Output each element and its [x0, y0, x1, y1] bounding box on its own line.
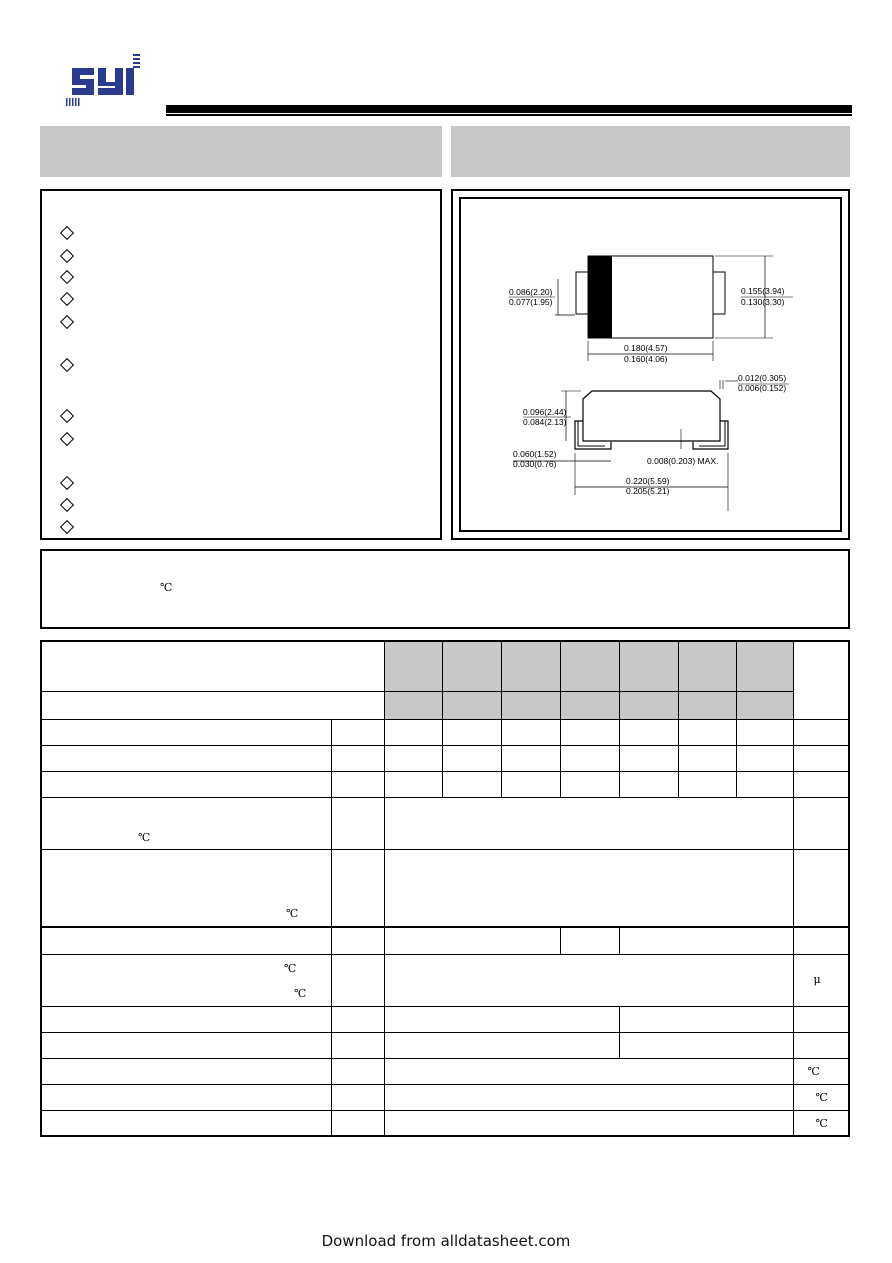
table-row — [41, 797, 849, 849]
spec-table — [40, 640, 850, 1137]
bullet-diamond-icon — [60, 249, 74, 263]
table-marking-row — [41, 691, 849, 719]
dim-lead-top: 0.012(0.305) — [738, 373, 787, 383]
temp-unit: ℃ — [815, 1116, 828, 1130]
marking-cell — [442, 691, 501, 719]
temp-unit: ℃ — [138, 830, 151, 844]
dim-lead-bottom: 0.006(0.152) — [738, 383, 787, 393]
dim-height-top: 0.155(3.94) — [741, 286, 785, 296]
marking-cell — [501, 691, 560, 719]
marking-cell — [384, 691, 442, 719]
bullet-diamond-icon — [60, 270, 74, 284]
marking-cell — [560, 691, 619, 719]
table-row — [41, 1032, 849, 1058]
part-number-cell — [560, 641, 619, 691]
features-box — [40, 189, 442, 540]
dim-width-top: 0.086(2.20) — [509, 287, 553, 297]
table-row — [41, 954, 849, 1006]
table-header-row — [41, 641, 849, 691]
part-number-cell — [501, 641, 560, 691]
ratings-note-box — [40, 549, 850, 629]
spec-table-wrap — [40, 640, 850, 1137]
bullet-diamond-icon — [60, 292, 74, 306]
title-panel-left — [40, 126, 442, 177]
dim-length-top: 0.180(4.57) — [624, 343, 668, 353]
company-logo — [66, 54, 144, 108]
header-cell — [41, 641, 384, 691]
dim-overall-bottom: 0.205(5.21) — [626, 486, 670, 496]
table-row — [41, 927, 849, 954]
temp-unit: ℃ — [160, 581, 173, 594]
dim-overall-top: 0.220(5.59) — [626, 476, 670, 486]
dim-foot-top: 0.060(1.52) — [513, 449, 557, 459]
part-number-cell — [619, 641, 678, 691]
dim-height-bottom: 0.130(3.30) — [741, 297, 785, 307]
temp-unit: ℃ — [815, 1090, 828, 1104]
table-row — [41, 745, 849, 771]
part-number-cell — [736, 641, 793, 691]
bullet-diamond-icon — [60, 315, 74, 329]
temp-unit: ℃ — [294, 986, 307, 1000]
part-number-cell — [384, 641, 442, 691]
table-row — [41, 1110, 849, 1136]
temp-unit: ℃ — [284, 961, 297, 975]
bullet-diamond-icon — [60, 409, 74, 423]
bullet-diamond-icon — [60, 498, 74, 512]
dim-foot-bottom: 0.030(0.76) — [513, 459, 557, 469]
package-outline-drawing — [453, 191, 852, 542]
bullet-diamond-icon — [60, 432, 74, 446]
part-number-cell — [442, 641, 501, 691]
table-row — [41, 719, 849, 745]
package-outline-panel — [451, 189, 850, 540]
dim-width-bottom: 0.077(1.95) — [509, 297, 553, 307]
dim-side-h-top: 0.096(2.44) — [523, 407, 567, 417]
footer-download-text[interactable]: Download from alldatasheet.com — [321, 1232, 571, 1250]
part-number-cell — [678, 641, 736, 691]
table-row — [41, 771, 849, 797]
bullet-diamond-icon — [60, 520, 74, 534]
bullet-diamond-icon — [60, 358, 74, 372]
bullet-diamond-icon — [60, 476, 74, 490]
title-panel-right — [451, 126, 850, 177]
table-row — [41, 1058, 849, 1084]
header-cell — [41, 691, 384, 719]
bullet-diamond-icon — [60, 226, 74, 240]
marking-cell — [619, 691, 678, 719]
units-header-cell — [793, 641, 849, 719]
temp-unit: ℃ — [807, 1064, 820, 1078]
dim-length-bottom: 0.160(4.06) — [624, 354, 668, 364]
table-row — [41, 1084, 849, 1110]
micro-unit: μ — [813, 972, 821, 986]
dim-standoff: 0.008(0.203) MAX. — [647, 456, 719, 466]
table-row — [41, 1006, 849, 1032]
dim-side-h-bottom: 0.084(2.13) — [523, 417, 567, 427]
marking-cell — [736, 691, 793, 719]
table-row — [41, 849, 849, 927]
header-rule-thin — [166, 114, 852, 116]
header-rule — [166, 105, 852, 113]
marking-cell — [678, 691, 736, 719]
temp-unit: ℃ — [286, 906, 299, 920]
